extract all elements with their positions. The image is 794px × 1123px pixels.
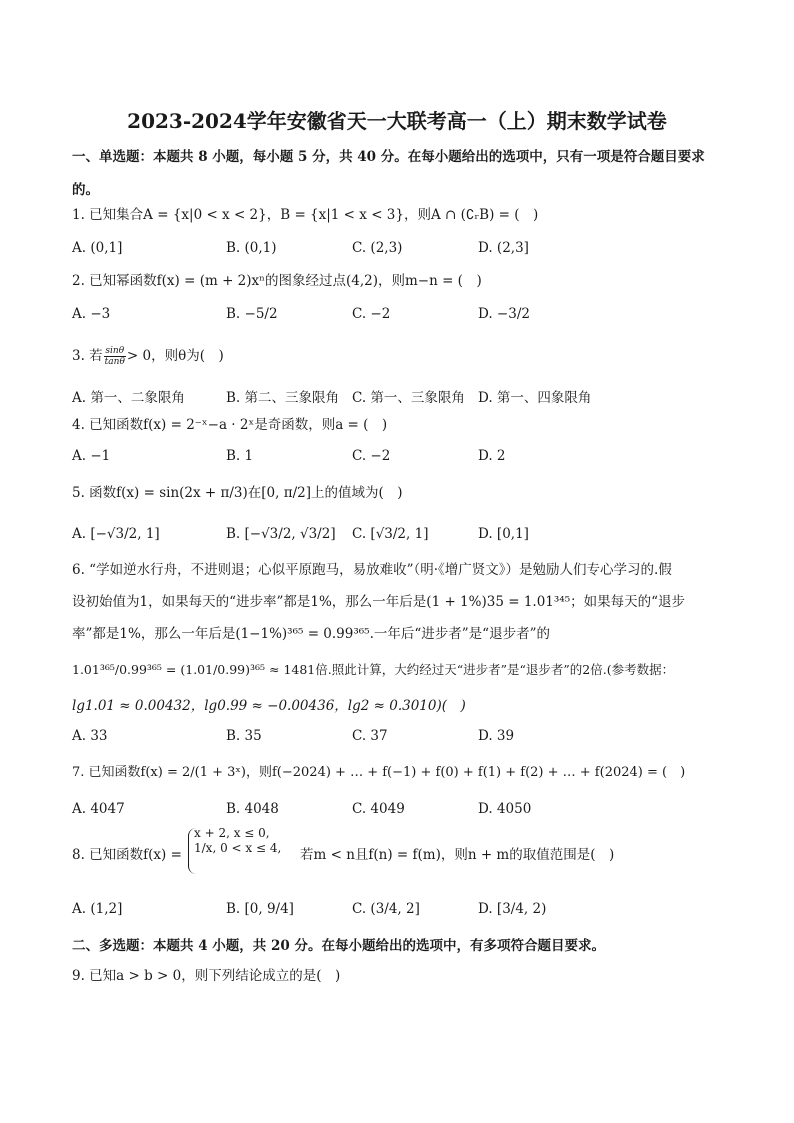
question-4-option-c: C. −2	[352, 448, 391, 464]
section-1-heading: 一、单选题：本题共 8 小题，每小题 5 分，共 40 分。在每小题给出的选项中，只有一项是符合题目要求	[72, 149, 705, 165]
question-2-option-a: A. −3	[72, 306, 111, 322]
question-7-option-a: A. 4047	[72, 801, 125, 817]
question-4-stem: 4. 已知函数f(x) = 2⁻ˣ−a · 2ˣ是奇函数，则a = ( )	[72, 417, 388, 433]
question-5-option-d: D. [0,1]	[478, 526, 529, 542]
question-8-stem-post: 若m < n且f(n) = f(m)，则n + m的取值范围是( )	[300, 847, 615, 863]
question-1-option-b: B. (0,1)	[226, 240, 277, 256]
question-7-option-d: D. 4050	[478, 801, 532, 817]
question-8-option-c: C. (3/4, 2]	[352, 901, 420, 917]
question-3-fraction	[104, 346, 126, 367]
question-2-option-c: C. −2	[352, 306, 391, 322]
question-2-option-d: D. −3/2	[478, 306, 530, 322]
section-1-heading-cont: 的。	[72, 182, 99, 198]
question-7-option-b: B. 4048	[226, 801, 279, 817]
question-4-option-b: B. 1	[226, 448, 254, 464]
fraction-denominator: tanθ	[104, 357, 125, 367]
question-6-line-1: 6. “学如逆水行舟，不进则退；心似平原跑马，易放难收”（明·《增广贤文》）是勉励人们专心学习的.假	[72, 562, 672, 578]
question-8-option-a: A. (1,2]	[72, 901, 123, 917]
question-4-option-a: A. −1	[72, 448, 111, 464]
question-2-option-b: B. −5/2	[226, 306, 278, 322]
question-3-option-d: D. 第一、四象限角	[478, 390, 592, 406]
question-6-line-3: 率”都是1%，那么一年后是(1−1%)³⁶⁵ = 0.99³⁶⁵.一年后“进步者”是“退步者”的	[72, 626, 550, 642]
question-8-option-b: B. [0, 9/4]	[226, 901, 294, 917]
piecewise-case-1: x + 2, x ≤ 0,	[194, 826, 270, 840]
section-2-heading: 二、多选题：本题共 4 小题，共 20 分。在每小题给出的选项中，有多项符合题目要求。	[72, 938, 605, 954]
question-6-option-a: A. 33	[72, 728, 108, 744]
question-7-option-c: C. 4049	[352, 801, 405, 817]
question-8-option-d: D. [3/4, 2)	[478, 901, 547, 917]
question-9-stem: 9. 已知a > b > 0，则下列结论成立的是( )	[72, 968, 341, 984]
question-3-stem	[72, 346, 224, 367]
fraction-numerator: sinθ	[105, 346, 125, 356]
exam-title: 2023-2024学年安徽省天一大联考高一（上）期末数学试卷	[127, 109, 667, 133]
question-2-stem: 2. 已知幂函数f(x) = (m + 2)xⁿ的图象经过点(4,2)，则m−n = ( )	[72, 273, 482, 289]
question-7-stem: 7. 已知函数f(x) = 2/(1 + 3ˣ)，则f(−2024) + … + f(−1) + f(0) + f(1) + f(2) + … + f(2024) = ( )	[72, 765, 686, 780]
question-5-stem: 5. 函数f(x) = sin(2x + π/3)在[0, π/2]上的值域为( )	[72, 485, 403, 501]
question-3-stem-pre: 3. 若	[72, 348, 103, 364]
question-6-option-c: C. 37	[352, 728, 388, 744]
question-6-line-2: 设初始值为1，如果每天的“进步率”都是1%，那么一年后是(1 + 1%)35 = 1.01³⁴⁵；如果每天的“退步	[72, 594, 686, 610]
question-6-line-5: lg1.01 ≈ 0.00432，lg0.99 ≈ −0.00436，lg2 ≈ 0.3010)( )	[72, 698, 466, 714]
question-8-stem-pre: 8. 已知函数f(x) =	[72, 847, 182, 863]
question-1-stem: 1. 已知集合A = {x|0 < x < 2}，B = {x|1 < x < 3}，则A ∩ (∁ᵣB) = ( )	[72, 207, 539, 223]
piecewise-cases	[194, 826, 281, 856]
question-1-option-d: D. (2,3]	[478, 240, 529, 256]
question-6-option-d: D. 39	[478, 728, 515, 744]
question-4-option-d: D. 2	[478, 448, 506, 464]
piecewise-case-2: 1/x, 0 < x ≤ 4,	[194, 841, 282, 855]
question-1-option-a: A. (0,1]	[72, 240, 123, 256]
question-6-line-4: 1.01³⁶⁵/0.99³⁶⁵ = (1.01/0.99)³⁶⁵ ≈ 1481倍.照此计算，大约经过天“进步者”是“退步者”的2倍.(参考数据：	[72, 662, 675, 677]
question-5-option-b: B. [−√3/2, √3/2]	[226, 526, 336, 542]
question-3-option-c: C. 第一、三象限角	[352, 390, 465, 406]
question-3-stem-post: > 0，则θ为( )	[126, 348, 224, 364]
question-5-option-a: A. [−√3/2, 1]	[72, 526, 160, 542]
question-3-option-a: A. 第一、二象限角	[72, 390, 185, 406]
question-6-option-b: B. 35	[226, 728, 262, 744]
question-5-option-c: C. [√3/2, 1]	[352, 526, 429, 542]
question-3-option-b: B. 第二、三象限角	[226, 390, 340, 406]
question-1-option-c: C. (2,3)	[352, 240, 403, 256]
